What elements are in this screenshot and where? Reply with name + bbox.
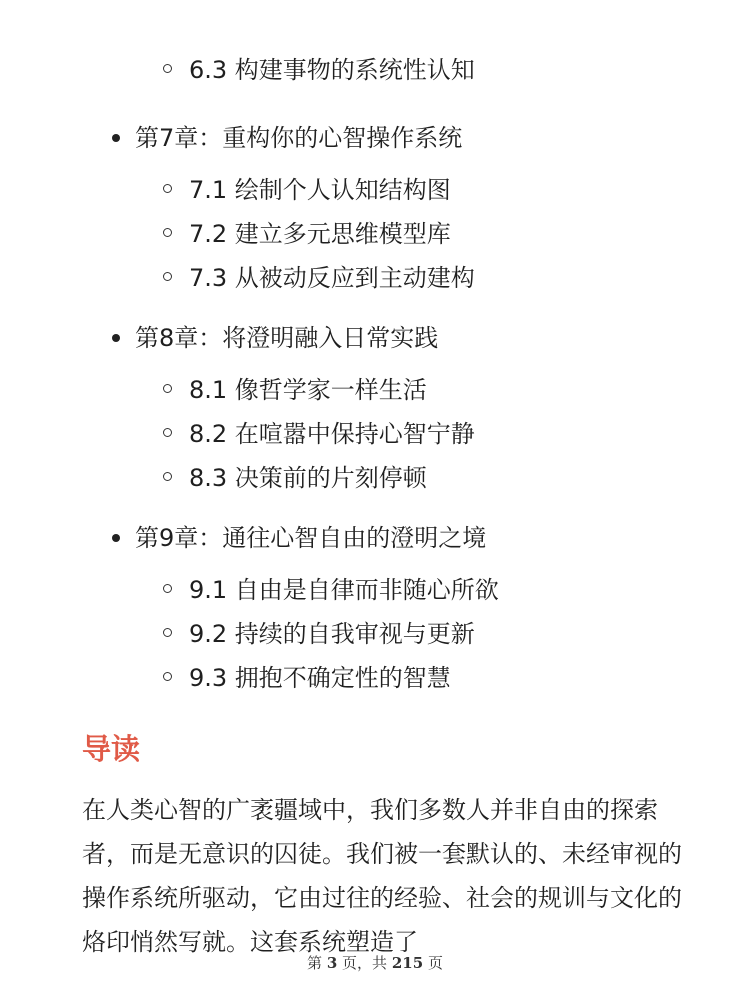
toc-section-6-3[interactable] bbox=[0, 48, 750, 92]
toc-chapter-title: 第9章：通往心智自由的澄明之境 bbox=[135, 524, 487, 552]
toc-chapter-title-row[interactable] bbox=[0, 516, 750, 560]
toc-section-label: 8.1 像哲学家一样生活 bbox=[189, 376, 427, 404]
disc-bullet-icon bbox=[112, 334, 120, 342]
toc-section-9-2[interactable] bbox=[0, 612, 750, 656]
toc-chapter-7 bbox=[0, 116, 750, 300]
toc-section-label: 7.2 建立多元思维模型库 bbox=[189, 220, 451, 248]
toc-section-label: 8.3 决策前的片刻停顿 bbox=[189, 464, 427, 492]
table-of-contents bbox=[0, 48, 750, 716]
current-page-number: 3 bbox=[326, 954, 338, 972]
toc-section-7-3[interactable] bbox=[0, 256, 750, 300]
toc-section-label: 9.2 持续的自我审视与更新 bbox=[189, 620, 475, 648]
toc-chapter-title: 第8章：将澄明融入日常实践 bbox=[135, 324, 439, 352]
circle-bullet-icon bbox=[163, 272, 172, 281]
toc-section-label: 8.2 在喧嚣中保持心智宁静 bbox=[189, 420, 475, 448]
toc-chapter-title-row[interactable] bbox=[0, 116, 750, 160]
footer-suffix: 页 bbox=[427, 954, 443, 972]
toc-section-label: 9.1 自由是自律而非随心所欲 bbox=[189, 576, 499, 604]
disc-bullet-icon bbox=[112, 134, 120, 142]
circle-bullet-icon bbox=[163, 628, 172, 637]
toc-section-label: 7.1 绘制个人认知结构图 bbox=[189, 176, 451, 204]
circle-bullet-icon bbox=[163, 228, 172, 237]
circle-bullet-icon bbox=[163, 384, 172, 393]
circle-bullet-icon bbox=[163, 672, 172, 681]
footer-prefix: 第 bbox=[307, 954, 323, 972]
toc-chapter-title: 第7章：重构你的心智操作系统 bbox=[135, 124, 463, 152]
toc-chapter-9 bbox=[0, 516, 750, 700]
toc-section-label: 6.3 构建事物的系统性认知 bbox=[189, 56, 475, 84]
footer-middle: 页，共 bbox=[342, 954, 388, 972]
toc-chapter-title-row[interactable] bbox=[0, 316, 750, 360]
toc-section-label: 7.3 从被动反应到主动建构 bbox=[189, 264, 475, 292]
total-page-count: 215 bbox=[391, 954, 424, 972]
circle-bullet-icon bbox=[163, 428, 172, 437]
toc-section-9-1[interactable] bbox=[0, 568, 750, 612]
toc-chapter-8 bbox=[0, 316, 750, 500]
toc-section-8-1[interactable] bbox=[0, 368, 750, 412]
toc-section-7-1[interactable] bbox=[0, 168, 750, 212]
circle-bullet-icon bbox=[163, 584, 172, 593]
circle-bullet-icon bbox=[163, 184, 172, 193]
toc-section-7-2[interactable] bbox=[0, 212, 750, 256]
section-heading: 导读 bbox=[82, 732, 141, 766]
toc-section-8-3[interactable] bbox=[0, 456, 750, 500]
toc-section-9-3[interactable] bbox=[0, 656, 750, 700]
circle-bullet-icon bbox=[163, 472, 172, 481]
section-group-6 bbox=[0, 48, 750, 92]
toc-section-label: 9.3 拥抱不确定性的智慧 bbox=[189, 664, 451, 692]
intro-paragraph: 在人类心智的广袤疆域中，我们多数人并非自由的探索者，而是无意识的囚徒。我们被一套默认的、未经审视的操作系统所驱动，它由过往的经验、社会的规训与文化的烙印悄然写就。这套系统塑造了 bbox=[82, 796, 682, 956]
disc-bullet-icon bbox=[112, 534, 120, 542]
circle-bullet-icon bbox=[163, 64, 172, 73]
page-footer bbox=[0, 952, 750, 973]
toc-section-8-2[interactable] bbox=[0, 412, 750, 456]
